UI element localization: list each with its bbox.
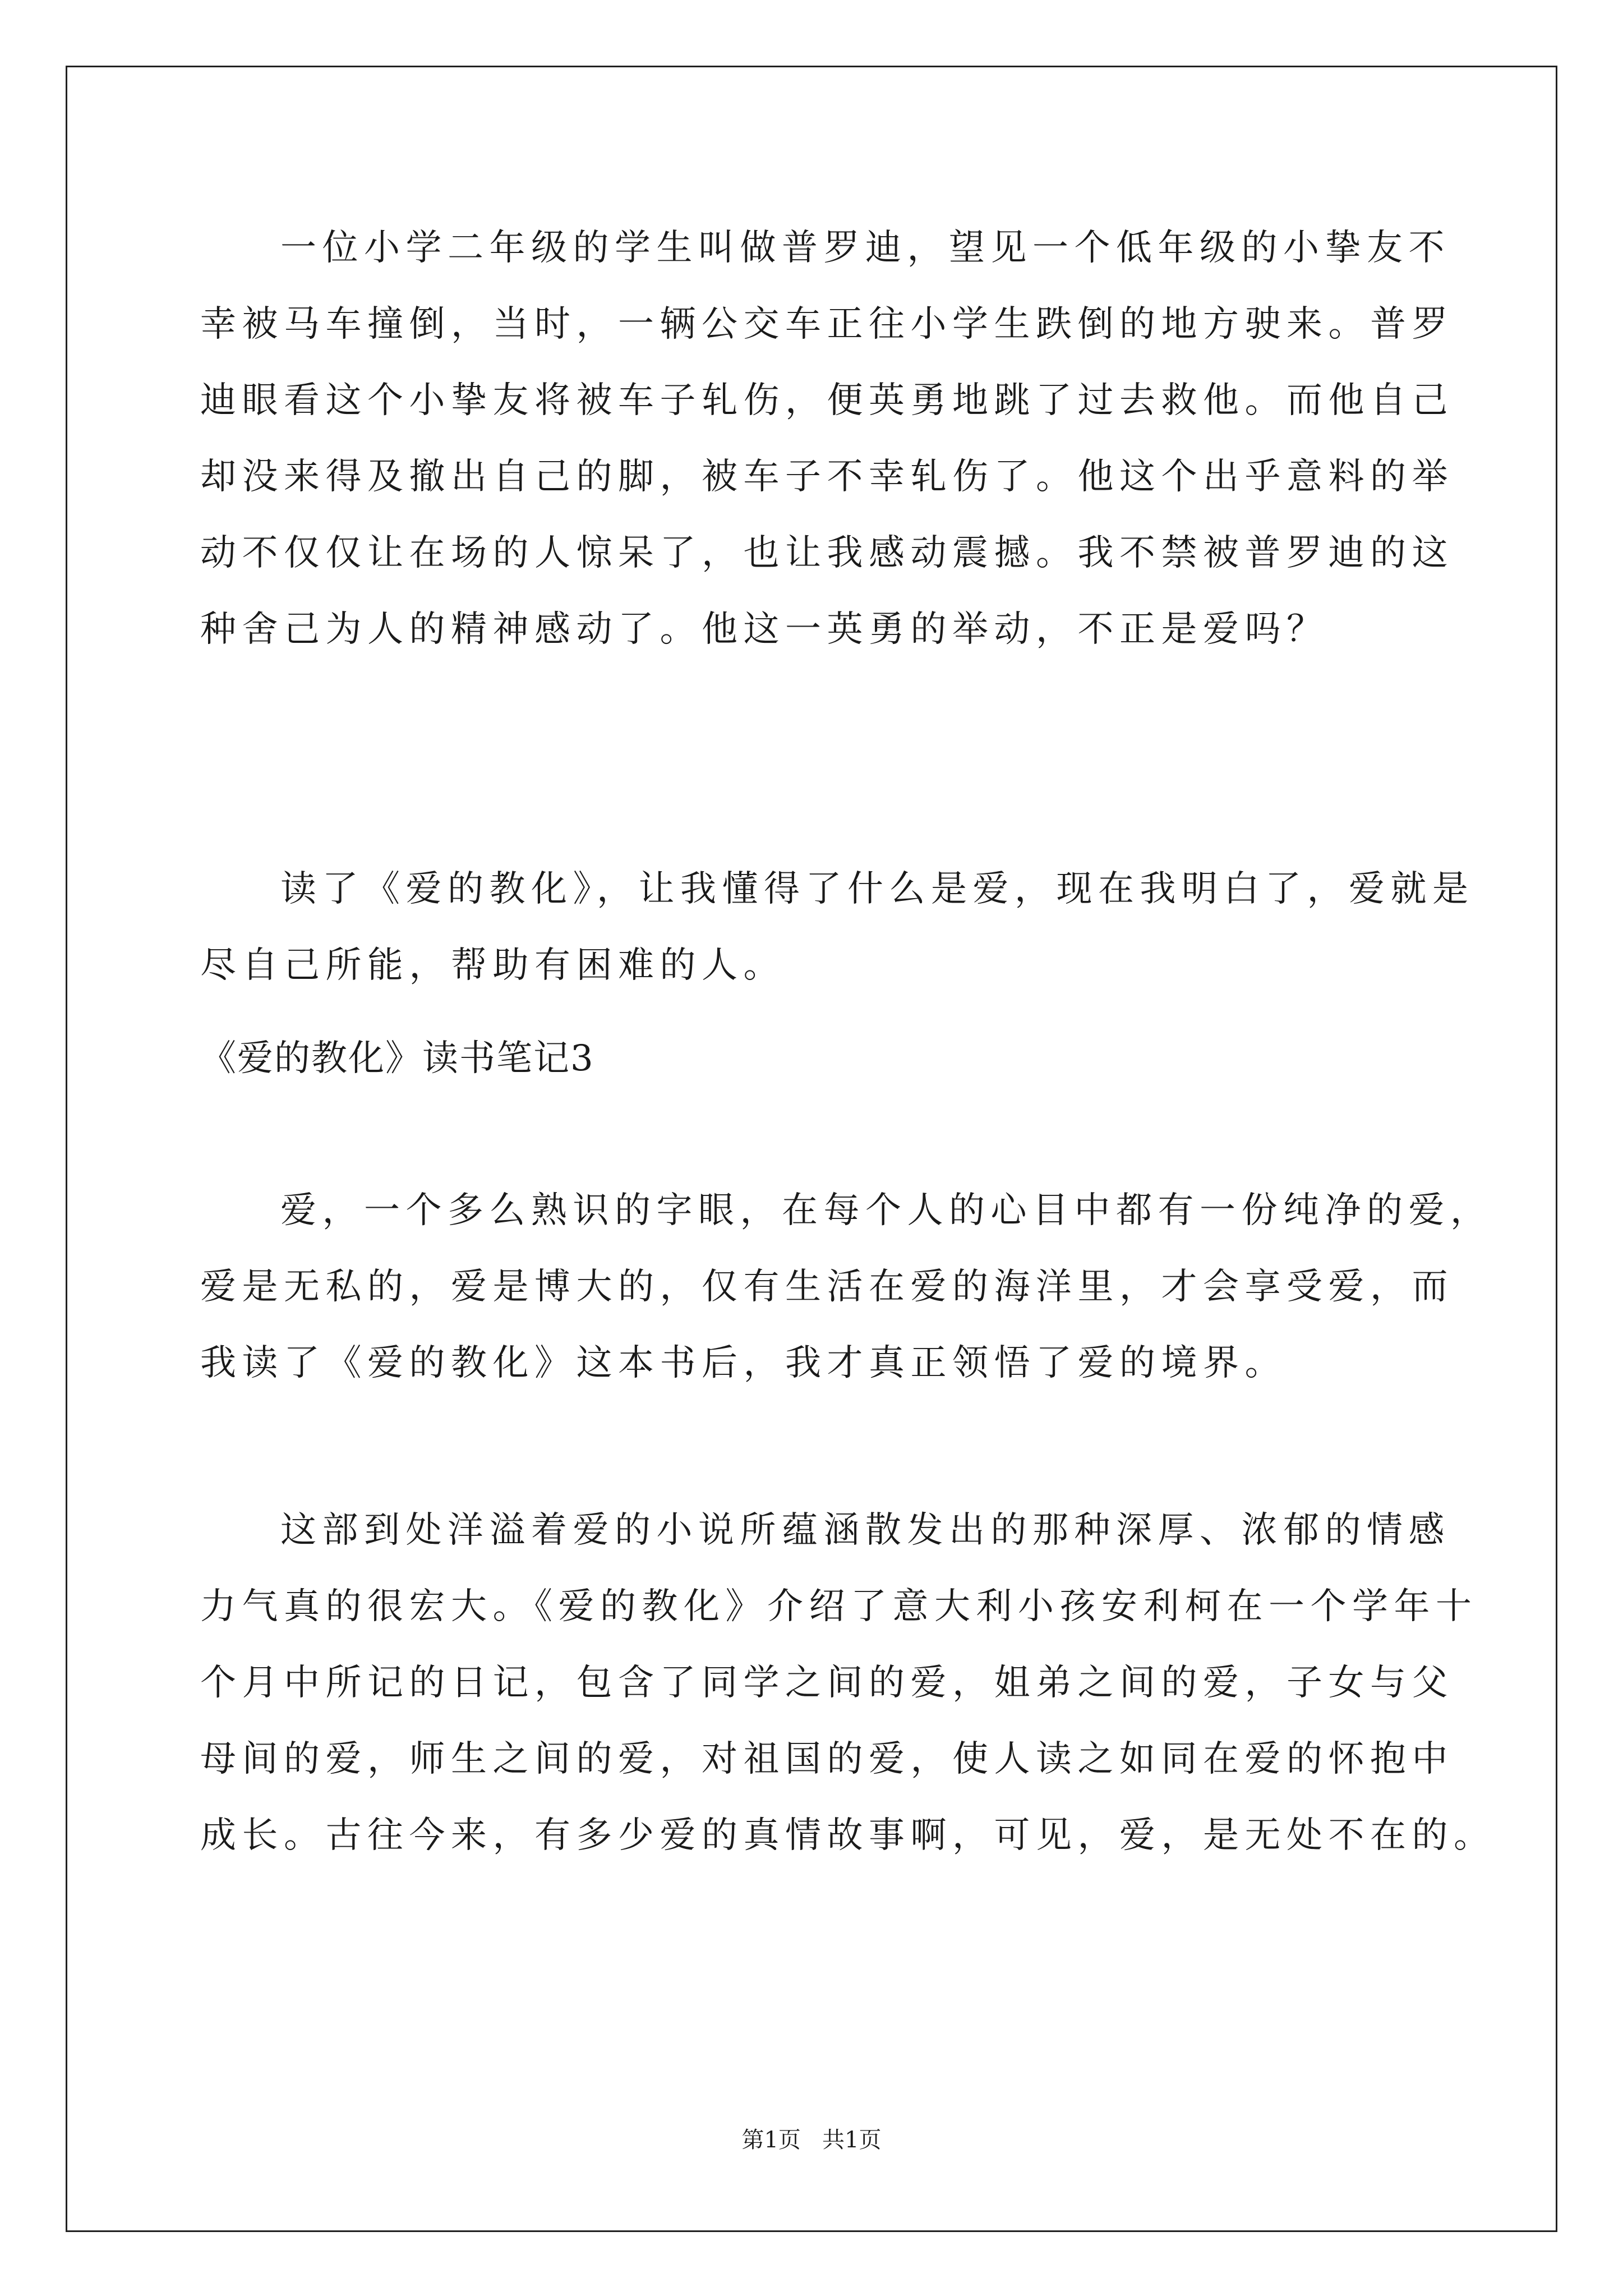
paragraph-4-line-3: 个月中所记的日记，包含了同学之间的爱，姐弟之间的爱，子女与父 (200, 1662, 1454, 1704)
paragraph-1-line-6: 种舍己为人的精神感动了。他这一英勇的举动，不正是爱吗？ (200, 609, 1329, 650)
paragraph-4-line-4: 母间的爱，师生之间的爱，对祖国的爱，使人读之如同在爱的怀抱中 (200, 1738, 1454, 1780)
paragraph-4-line-5: 成长。古往今来，有多少爱的真情故事啊，可见，爱，是无处不在的。 (200, 1815, 1496, 1856)
section-heading: 《爱的教化》读书笔记3 (200, 1038, 594, 1079)
paragraph-4-line-1: 这部到处洋溢着爱的小说所蕴涵散发出的那种深厚、浓郁的情感 (280, 1510, 1450, 1551)
paragraph-2-line-1: 读了《爱的教化》，让我懂得了什么是爱，现在我明白了，爱就是 (280, 868, 1474, 910)
paragraph-1-line-3: 迪眼看这个小挚友将被车子轧伤，便英勇地跳了过去救他。而他自己 (200, 380, 1454, 421)
paragraph-1-line-2: 幸被马车撞倒，当时，一辆公交车正往小学生跌倒的地方驶来。普罗 (200, 303, 1454, 345)
paragraph-3-line-1: 爱，一个多么熟识的字眼，在每个人的心目中都有一份纯净的爱， (280, 1190, 1492, 1231)
paragraph-4-line-2: 力气真的很宏大。《爱的教化》介绍了意大利小孩安利柯在一个学年十 (200, 1586, 1478, 1627)
page-footer: 第1页 共1页 (741, 2127, 882, 2153)
paragraph-2-line-2: 尽自己所能，帮助有困难的人。 (200, 945, 785, 986)
paragraph-3-line-2: 爱是无私的，爱是博大的，仅有生活在爱的海洋里，才会享受爱，而 (200, 1266, 1454, 1308)
paragraph-1-line-1: 一位小学二年级的学生叫做普罗迪，望见一个低年级的小挚友不 (280, 227, 1450, 269)
paragraph-1-line-4: 却没来得及撤出自己的脚，被车子不幸轧伤了。他这个出乎意料的举 (200, 456, 1454, 498)
paragraph-1-line-5: 动不仅仅让在场的人惊呆了，也让我感动震撼。我不禁被普罗迪的这 (200, 532, 1454, 574)
paragraph-3-line-3: 我读了《爱的教化》这本书后，我才真正领悟了爱的境界。 (200, 1342, 1287, 1384)
